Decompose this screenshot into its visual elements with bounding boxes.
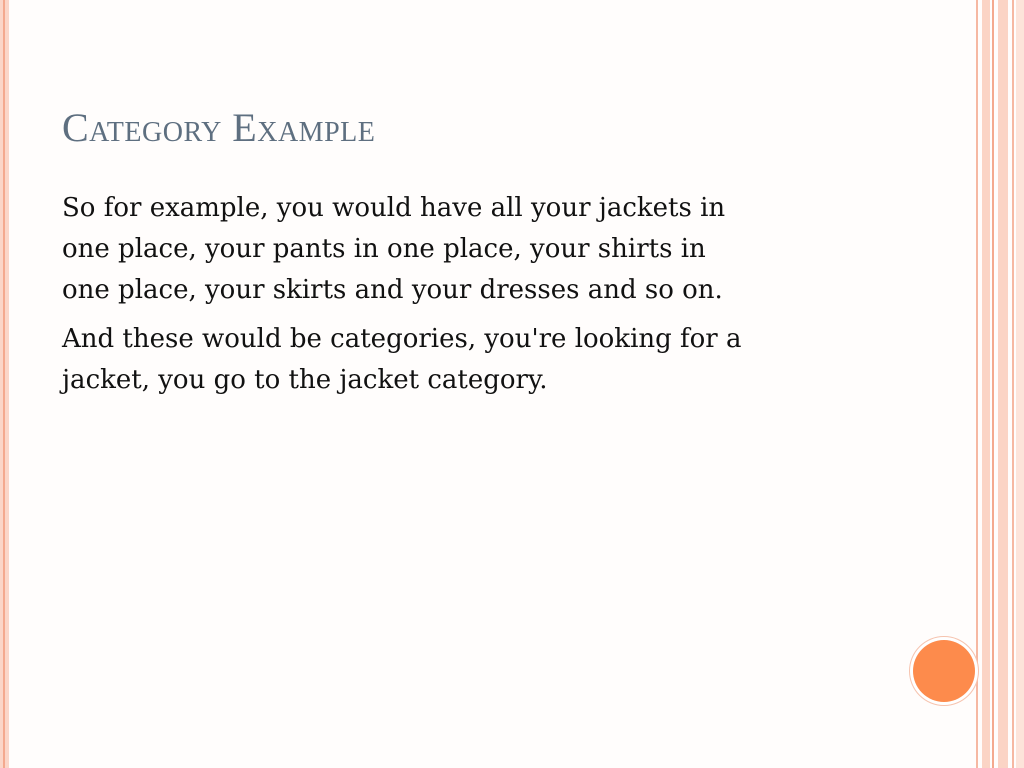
slide-body bbox=[62, 188, 892, 409]
right-stripe-decoration bbox=[976, 0, 1024, 768]
body-paragraph: And these would be categories, you're looking for a jacket, you go to the jacket category. bbox=[62, 324, 742, 395]
stripe bbox=[976, 0, 978, 768]
stripe bbox=[992, 0, 994, 768]
stripe bbox=[1016, 0, 1024, 768]
stripe bbox=[998, 0, 1008, 768]
left-border-decoration bbox=[0, 0, 9, 768]
slide-title: Category Example bbox=[62, 105, 376, 150]
stripe bbox=[1012, 0, 1014, 768]
accent-dot bbox=[913, 640, 975, 702]
body-paragraph: So for example, you would have all your jackets in one place, your pants in one place, your shirts in one place, your skirts and your dresses and so on. bbox=[62, 193, 726, 305]
stripe bbox=[982, 0, 990, 768]
